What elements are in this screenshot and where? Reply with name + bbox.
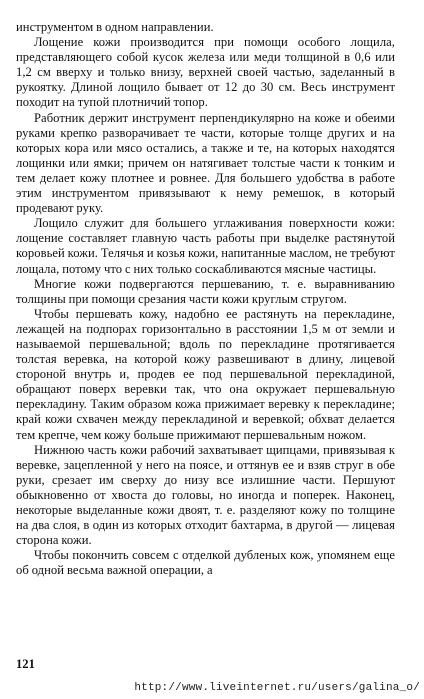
watermark-url: http://www.liveinternet.ru/users/galina_o/ <box>134 682 420 694</box>
paragraph-nizhnyuyu: Нижнюю часть кожи рабочий захватывает щипцами, привязывая к веревке, зацепленной у него на поясе, и оттянув ее и взяв струг в обе руки, срезает им сверху до низу все излишние части. Першуют обыкновенно от хвоста до головы, но иногда и поперек. Наконец, некоторые выделанные кожи двоят, т. е. разделяют кожу по толщине на два слоя, в один из которых отходит бахтарма, в другой — лицевая сторона кожи. <box>16 442 395 548</box>
paragraph-loshchenie: Лощение кожи производится при помощи особого лощила, представляющего собой кусок железа или меди толщиной в 0,6 или 1,2 см вверху и только внизу, верхней своей частью, заделанный в рукоятку. Длиной лощило бывает от 12 до 30 см. Весь инструмент походит на тупой плотничий топор. <box>16 35 395 110</box>
paragraph-pershevanie: Многие кожи подвергаются першеванию, т. е. выравниванию толщины при помощи срезания части кожи круглым стругом. <box>16 276 395 306</box>
paragraph-continuation: инструментом в одном направлении. <box>16 20 214 34</box>
page-number: 121 <box>16 657 35 671</box>
paragraph-rabotnik: Работник держит инструмент перпендикулярно на коже и обеими руками крепко разворачивает те части, которые толще других и на которых кора или мясо остались, а также и те, на которых находятся лощинки или ямки; причем он натягивает толстые части к тонким и тем делает кожу плотнее и ровнее. Для большего удобства в работе этим инструментом привязывают к нему ремешок, в который продевают руку. <box>16 110 395 216</box>
paragraph-chtoby-pokonchit: Чтобы покончить совсем с отделкой дубленых кож, упомянем еще об одной весьма важной операции, а <box>16 548 395 578</box>
paragraph-loshchilo: Лощило служит для большего углаживания поверхности кожи: лощение составляет главную часть работы при выделке растянутой коровьей кожи. Телячья и козья кожи, напитанные маслом, не требуют лощала, потому что с них только соскабливаются мясные частицы. <box>16 216 395 276</box>
body-text <box>16 20 395 578</box>
paragraph-chtoby-pershevat: Чтобы першевать кожу, надобно ее растянуть на перекладине, лежащей на подпорах горизонтально в расстоянии 1,5 м от земли и называемой першевальной; вдоль по перекладине протягивается толстая веревка, на которой кожу развешивают в длину, лицевой стороной внутрь и, продев ее под першевальной перекладиной, обращают поверх веревки так, что она окружает першевальную перекладину. Таким образом кожа прижимает веревку к перекладине; край кожи схвачен между перекладиной и веревкой; обхват делается тем крепче, чем кожу больше прижимают першевальным ножом. <box>16 306 395 442</box>
